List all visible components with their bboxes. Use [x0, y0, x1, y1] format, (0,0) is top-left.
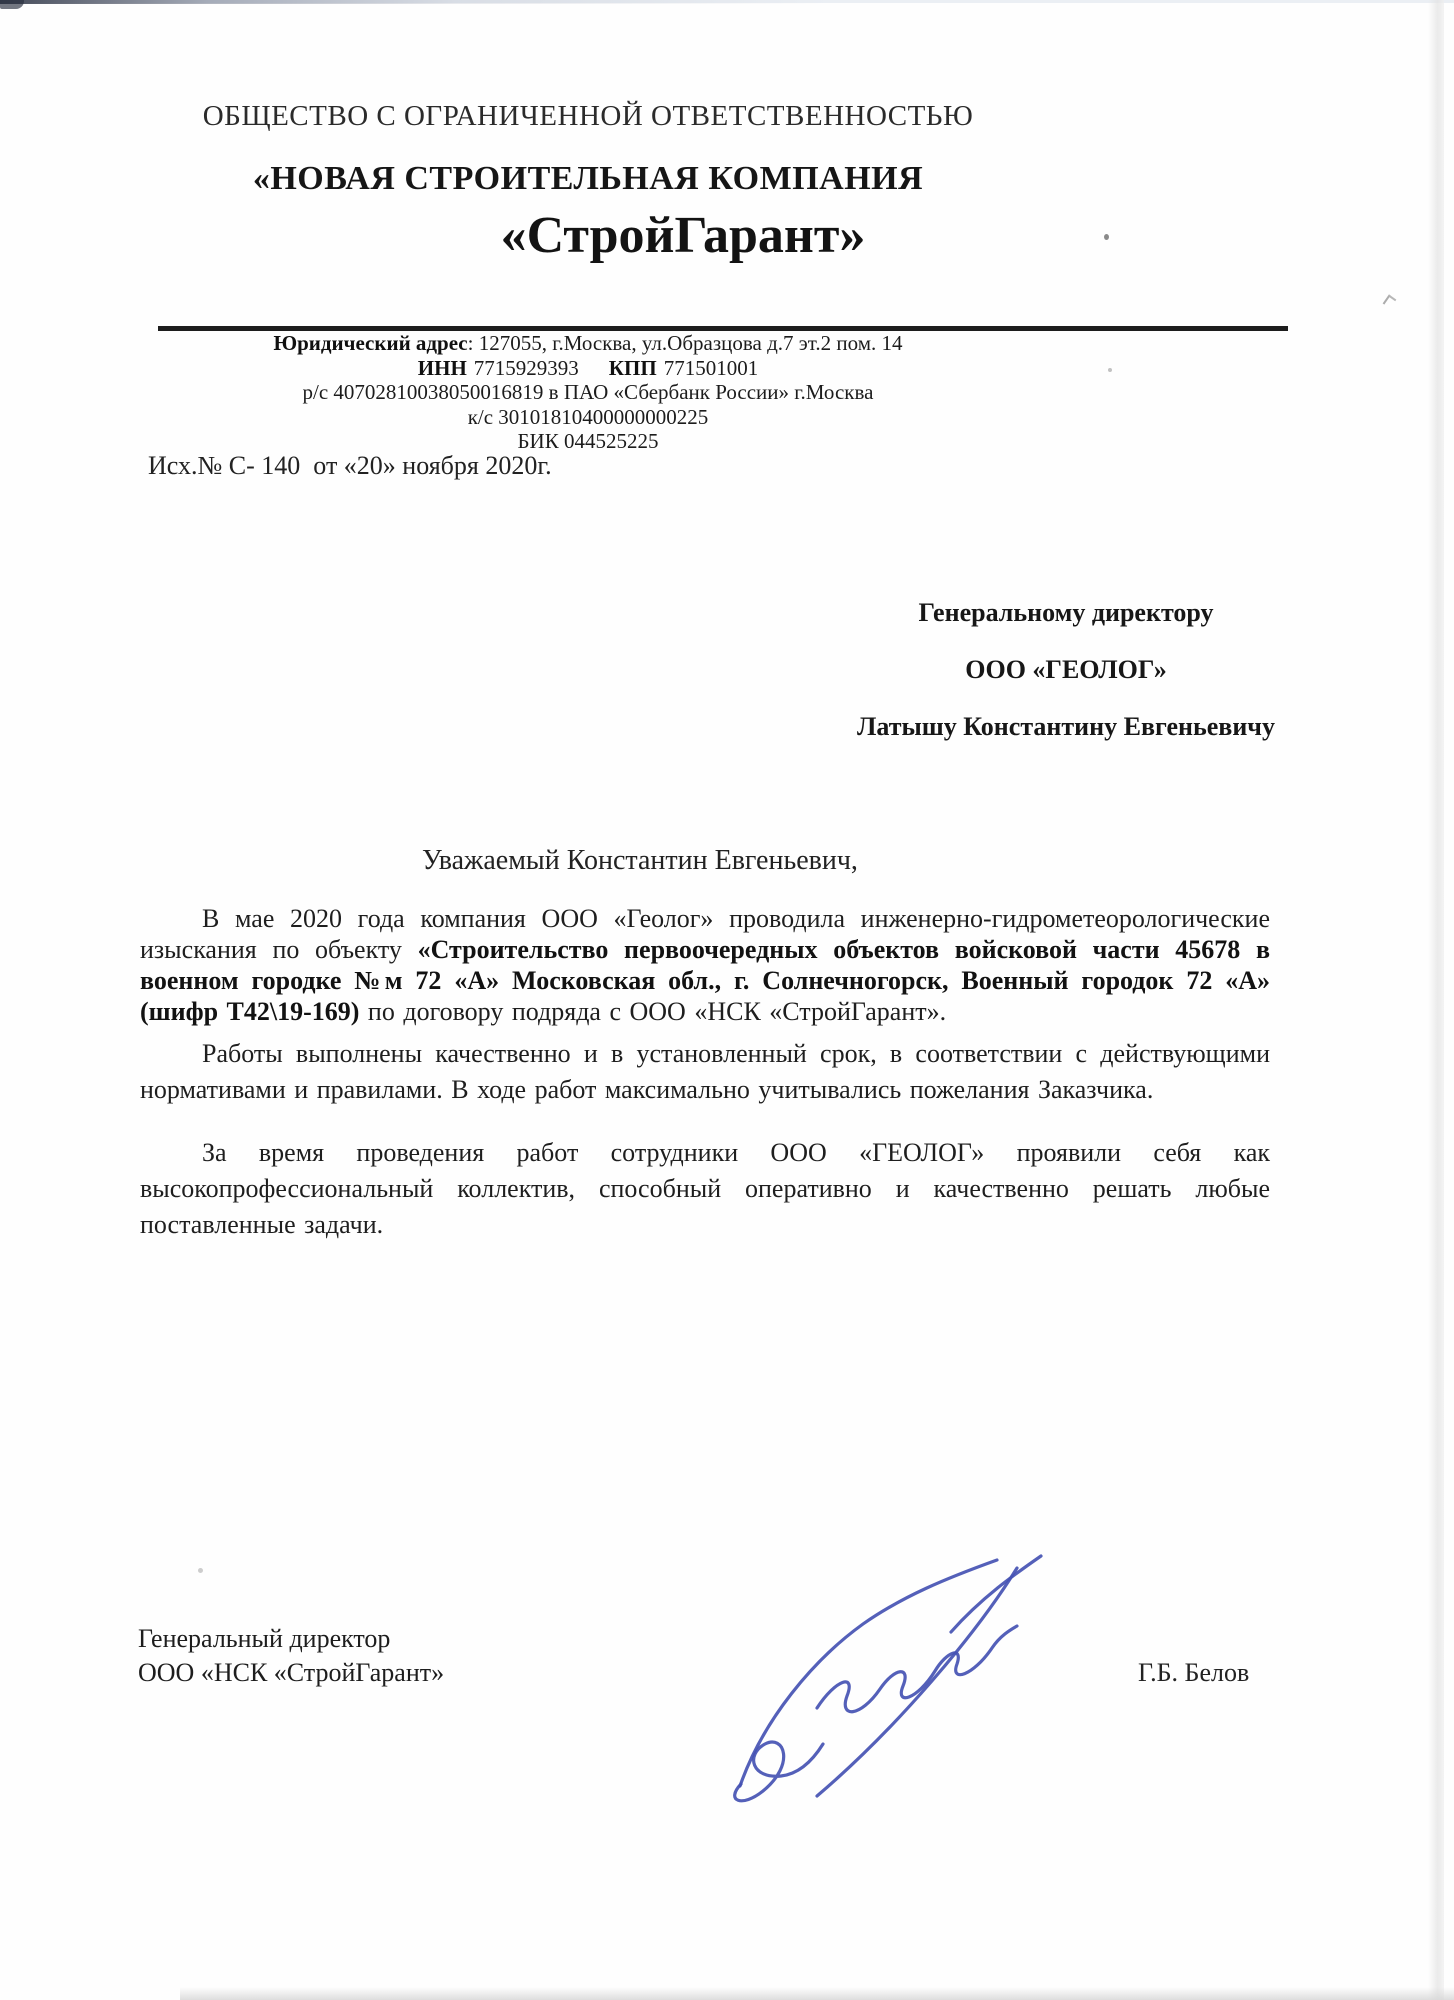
paragraph-1-tail: по договору подряда с ООО «НСК «СтройГарант». — [359, 997, 947, 1026]
settlement-account-line: р/с 40702810038050016819 в ПАО «Сбербанк России» г.Москва — [302, 380, 874, 405]
handwritten-signature — [695, 1538, 1065, 1810]
kpp-value: 771501001 — [663, 355, 759, 380]
inn-kpp-line — [148, 356, 1028, 381]
legal-address-line — [148, 331, 1028, 356]
recipient-name: Латышу Константину Евгеньевичу — [857, 712, 1275, 741]
signatory-title-line2: ООО «НСК «СтройГарант» — [138, 1658, 445, 1687]
scan-bottom-edge-shadow — [180, 1987, 1454, 2000]
recipient-company: ООО «ГЕОЛОГ» — [965, 655, 1167, 684]
org-type-title: ОБЩЕСТВО С ОГРАНИЧЕННОЙ ОТВЕТСТВЕННОСТЬЮ — [202, 100, 974, 132]
paragraph-2: Работы выполнены качественно и в установленный срок, в соответствии с действующими нормативами и правилами. В ходе работ максимально учитывались пожелания Заказчика. — [140, 1039, 1270, 1104]
paragraph-1-text: В мае 2020 года компания ООО «Геолог» проводила инженерно-гидрометеорологические изыскания по объекту — [140, 904, 1270, 964]
salutation: Уважаемый Константин Евгеньевич, — [422, 845, 858, 876]
paragraph-3: За время проведения работ сотрудники ООО «ГЕОЛОГ» проявили себя как высокопрофессиональный коллектив, способный оперативно и качественно решать любые поставленные задачи. — [140, 1138, 1270, 1239]
letterhead — [148, 100, 1028, 265]
signatory-title-line1: Генеральный директор — [138, 1624, 391, 1653]
scan-speck — [1104, 234, 1109, 240]
kpp-label: КПП — [608, 355, 657, 380]
inn-label: ИНН — [417, 355, 467, 380]
signatory-title-block — [138, 1622, 444, 1690]
recipient-block — [760, 600, 1372, 771]
company-requisites — [148, 331, 1028, 454]
correspondent-account-line: к/с 30101810400000000225 — [467, 404, 709, 429]
paragraph-1-object-bold: «Строительство первоочередных объектов войсковой части 45678 в военном городке №м 72 «А» Московская обл., г. Солнечногорск, Военный городок 72 «А» (шифр Т42\19-169) — [140, 935, 1270, 1026]
signature-scribble-icon — [695, 1538, 1065, 1810]
scan-right-edge-shadow — [1428, 0, 1444, 2000]
company-name-line: «НОВАЯ СТРОИТЕЛЬНАЯ КОМПАНИЯ — [252, 160, 924, 197]
scan-speck — [1108, 368, 1112, 372]
inn-value: 7715929393 — [473, 355, 579, 380]
scan-speck — [198, 1568, 203, 1573]
outgoing-ref-line: Исх.№ С- 140 от «20» ноября 2020г. — [148, 451, 552, 480]
legal-address-label: Юридический адрес — [273, 331, 468, 355]
legal-address-value: : 127055, г.Москва, ул.Образцова д.7 эт.2 пом. 14 — [467, 331, 903, 355]
scan-speck — [1383, 294, 1397, 308]
signer-name: Г.Б. Белов — [1138, 1658, 1250, 1687]
scan-corner-mark — [0, 0, 24, 9]
paragraph-1 — [140, 903, 1270, 1027]
recipient-position: Генеральному директору — [918, 598, 1214, 627]
scan-top-smudge — [0, 0, 830, 4]
bik-line: БИК 044525225 — [517, 429, 659, 454]
brand-name: «СтройГарант» — [500, 207, 866, 264]
letter-body — [140, 903, 1270, 1243]
